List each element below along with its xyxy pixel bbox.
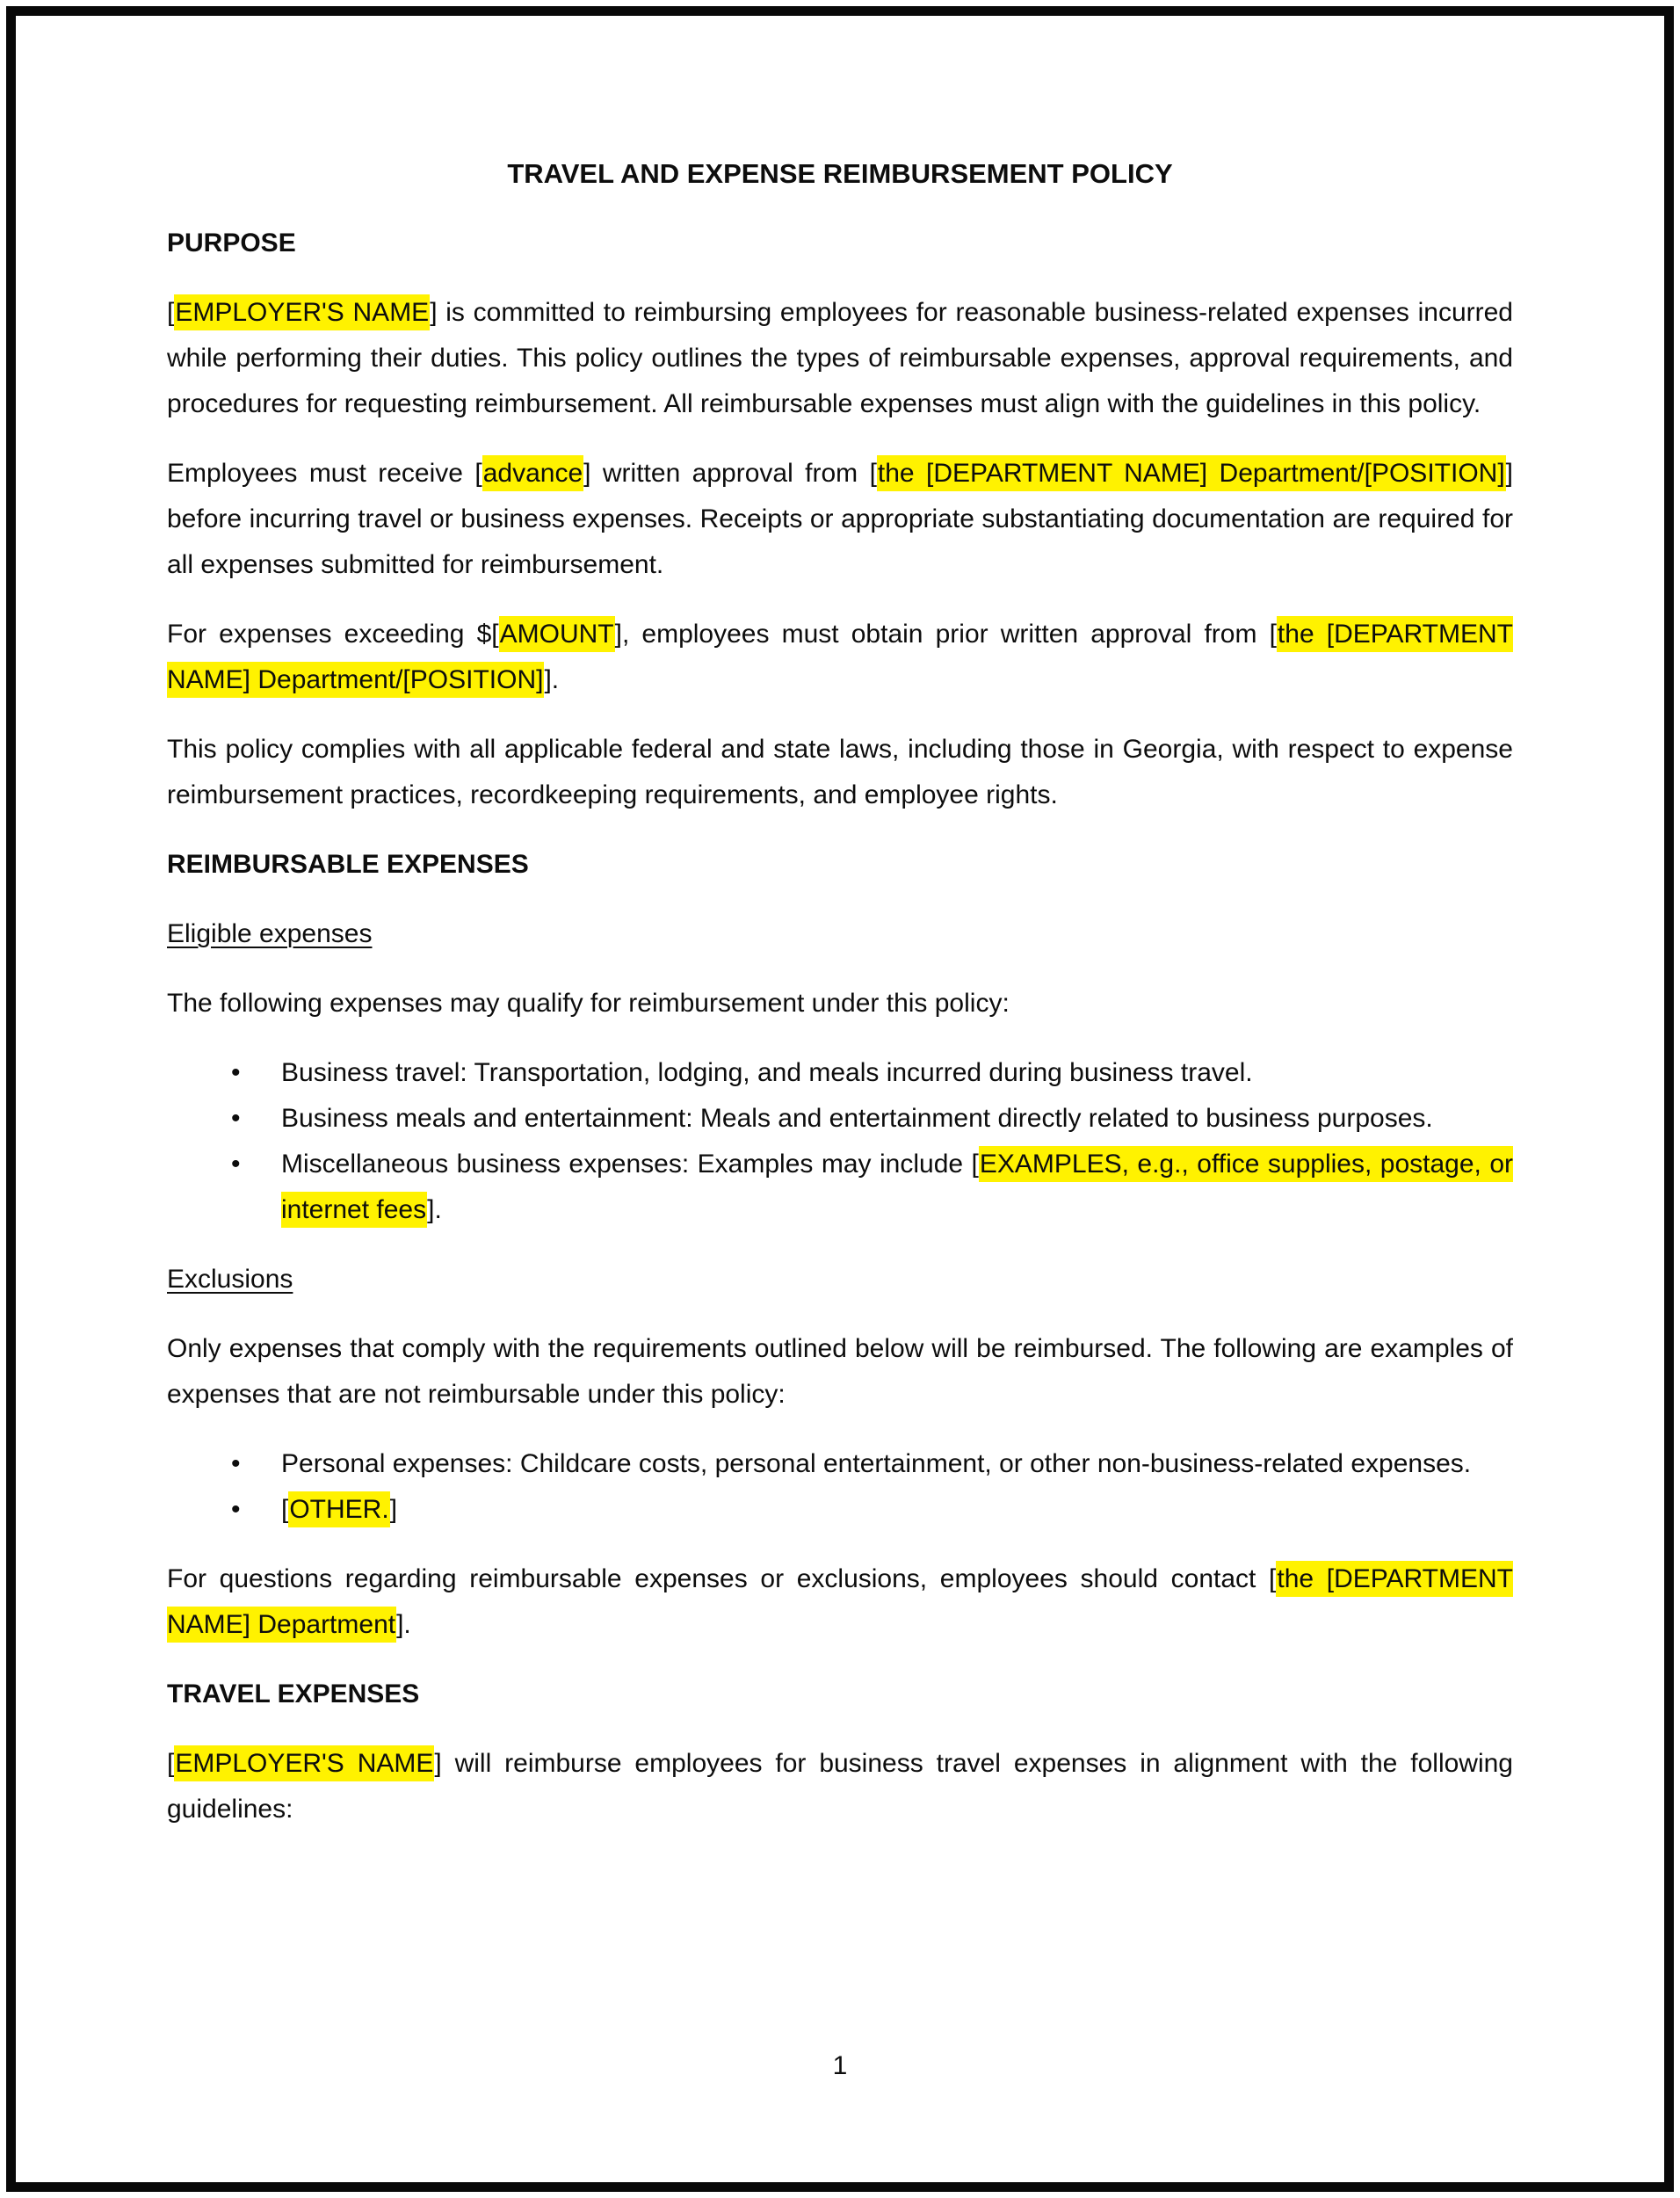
text-run: This policy complies with all applicable federal and state laws, including those in Georgia, with respect to expense reimbursement practices, recordkeeping requirements, and employee rights. <box>167 735 1513 809</box>
text-run: Employees must receive [ <box>167 459 482 488</box>
paragraph-compliance <box>167 727 1513 818</box>
highlighted-placeholder: OTHER. <box>288 1491 389 1527</box>
paragraph-commitment <box>167 290 1513 427</box>
paragraph-travel-intro <box>167 1741 1513 1832</box>
list-item <box>281 1487 1513 1533</box>
list-item <box>281 1096 1513 1142</box>
text-run: For expenses exceeding $[ <box>167 620 499 649</box>
highlighted-placeholder: the [DEPARTMENT NAME] Department/[POSITION] <box>167 616 1513 698</box>
highlighted-placeholder: AMOUNT <box>499 616 615 652</box>
document-title: TRAVEL AND EXPENSE REIMBURSEMENT POLICY <box>507 158 1173 189</box>
text-run: The following expenses may qualify for reimbursement under this policy: <box>167 989 1010 1018</box>
text-run: [ <box>167 298 175 327</box>
text-run: For questions regarding reimbursable expenses or exclusions, employees should contact [ <box>167 1564 1277 1593</box>
text-run: ]. <box>544 665 560 694</box>
text-run: [ <box>281 1495 289 1524</box>
list-item <box>281 1441 1513 1487</box>
text-run: Miscellaneous business expenses: Examples may include [ <box>281 1150 979 1179</box>
page-number: 1 <box>832 2051 848 2080</box>
text-run: [ <box>167 1749 175 1778</box>
text-run: Business meals and entertainment: Meals and entertainment directly related to business purposes. <box>281 1104 1433 1133</box>
exclusions-list <box>167 1441 1513 1533</box>
text-run: Business travel: Transportation, lodging, and meals incurred during business travel. <box>281 1058 1253 1087</box>
highlighted-placeholder: the [DEPARTMENT NAME] Department/[POSITION] <box>877 455 1506 491</box>
text-run: ] <box>389 1495 398 1524</box>
subheading-eligible-expenses: Eligible expenses <box>167 919 373 948</box>
paragraph-eligible-intro <box>167 981 1513 1026</box>
list-item <box>281 1142 1513 1233</box>
text-run: ]. <box>396 1610 411 1639</box>
highlighted-placeholder: advance <box>482 455 583 491</box>
text-run: ], employees must obtain prior written approval from [ <box>614 620 1277 649</box>
eligible-expenses-list <box>167 1050 1513 1233</box>
section-heading-travel-expenses: TRAVEL EXPENSES <box>167 1679 420 1708</box>
text-run: ] will reimburse employees for business travel expenses in alignment with the following guidelines: <box>167 1749 1513 1824</box>
highlighted-placeholder: EXAMPLES, e.g., office supplies, postage, or internet fees <box>281 1146 1513 1228</box>
subheading-exclusions: Exclusions <box>167 1265 293 1294</box>
paragraph-exclusions-intro <box>167 1326 1513 1418</box>
highlighted-placeholder: EMPLOYER'S NAME <box>174 1745 434 1781</box>
text-run: ] is committed to reimbursing employees for reasonable business-related expenses incurred while performing their duties. This policy outlines the types of reimbursable expenses, approval requirements, and procedures for requesting reimbursement. All reimbursable expenses must align with the guidelines in this policy. <box>167 298 1513 418</box>
document-content <box>167 151 1513 1856</box>
paragraph-advance-approval <box>167 451 1513 588</box>
section-heading-reimbursable-expenses: REIMBURSABLE EXPENSES <box>167 850 529 879</box>
highlighted-placeholder: EMPLOYER'S NAME <box>174 294 430 330</box>
text-run: ] before incurring travel or business expenses. Receipts or appropriate substantiating documentation are required for all expenses submitted for reimbursement. <box>167 459 1513 579</box>
list-item <box>281 1050 1513 1096</box>
paragraph-questions <box>167 1556 1513 1648</box>
section-heading-purpose: PURPOSE <box>167 229 296 258</box>
text-run: ] written approval from [ <box>583 459 877 488</box>
highlighted-placeholder: the [DEPARTMENT NAME] Department <box>167 1561 1513 1643</box>
paragraph-amount-approval <box>167 612 1513 703</box>
text-run: Personal expenses: Childcare costs, personal entertainment, or other non-business-related expenses. <box>281 1449 1472 1478</box>
text-run: ]. <box>427 1195 442 1224</box>
text-run: Only expenses that comply with the requirements outlined below will be reimbursed. The following are examples of expenses that are not reimbursable under this policy: <box>167 1334 1513 1409</box>
